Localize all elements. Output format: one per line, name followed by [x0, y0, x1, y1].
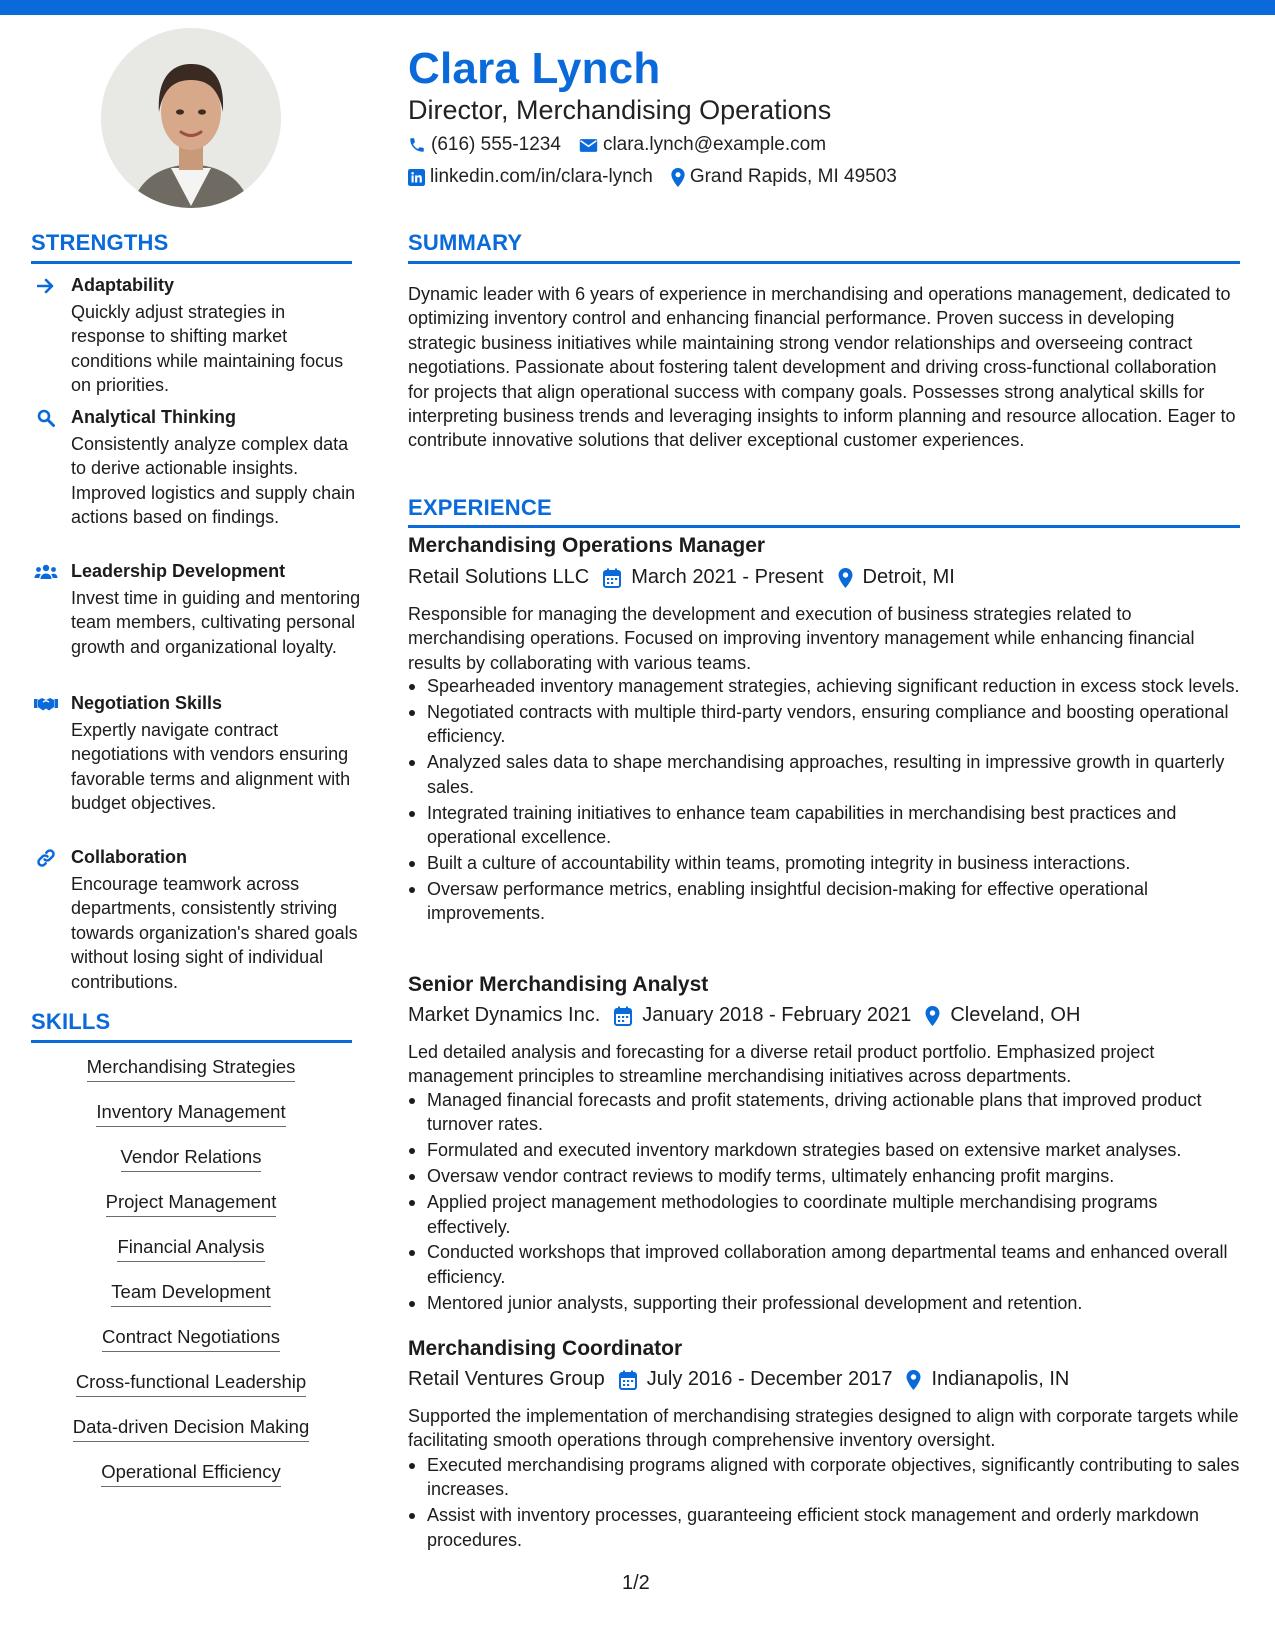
- calendar-icon: [614, 1006, 632, 1026]
- calendar-icon: [603, 568, 621, 588]
- handshake-icon: [34, 693, 58, 715]
- strength-title: Negotiation Skills: [71, 693, 223, 713]
- list-item: Executed merchandising programs aligned with corporate objectives, significantly contributing to sales increases.: [408, 1453, 1240, 1502]
- strength-description: Quickly adjust strategies in response to shifting market conditions while maintaining focus on priorities.: [71, 302, 344, 396]
- skill-item: Vendor Relations: [31, 1146, 351, 1191]
- job-location: Cleveland, OH: [950, 1004, 1081, 1026]
- company-name: Retail Ventures Group: [408, 1368, 605, 1390]
- list-item: Oversaw vendor contract reviews to modify terms, ultimately enhancing profit margins.: [408, 1164, 1240, 1188]
- skill-item: Inventory Management: [31, 1101, 351, 1146]
- list-item: Integrated training initiatives to enhance team capabilities in merchandising best practices and operational excellence.: [408, 801, 1240, 850]
- page-number: 1/2: [622, 1572, 650, 1594]
- job-title: Senior Merchandising Analyst: [408, 973, 709, 996]
- profile-photo: [101, 28, 281, 208]
- job-location: Detroit, MI: [862, 566, 955, 588]
- candidate-headline: Director, Merchandising Operations: [408, 95, 832, 125]
- summary-heading: SUMMARY: [408, 230, 523, 255]
- job-dates: March 2021 - Present: [631, 566, 824, 588]
- search-icon: [34, 407, 58, 429]
- summary-text: Dynamic leader with 6 years of experience in merchandising and operations management, dedicated to optimizing inventory control and enhancing financial performance. Proven success in developing strategic business initiatives while maintaining strong vendor relationships and overseeing contract negotiations. Passionate about fostering talent development and driving cross-functional collaboration for projects that align operational success with company goals. Possesses strong analytical skills for interpreting business trends and leveraging insights to inform planning and resource allocation. Eager to contribute innovative solutions that deliver exceptional customer experiences.: [408, 284, 1236, 451]
- phone-icon: [408, 136, 426, 154]
- job-meta: [408, 1004, 1094, 1027]
- list-item: Applied project management methodologies to coordinate multiple merchandising programs effectively.: [408, 1190, 1240, 1239]
- skill-item: Operational Efficiency: [31, 1461, 351, 1506]
- list-item: Assist with inventory processes, guaranteeing efficient stock management and orderly markdown procedures.: [408, 1503, 1240, 1552]
- job-description: Supported the implementation of merchandising strategies designed to align with corporate targets while facilitating smooth operations through comprehensive inventory oversight.: [408, 1406, 1239, 1451]
- job-dates: January 2018 - February 2021: [642, 1004, 912, 1026]
- skills-divider: [31, 1040, 352, 1043]
- location-text: Grand Rapids, MI 49503: [689, 166, 897, 187]
- skills-list: [31, 1056, 351, 1506]
- strength-title: Analytical Thinking: [71, 407, 237, 427]
- list-item: Spearheaded inventory management strategies, achieving significant reduction in excess stock levels.: [408, 674, 1240, 698]
- contact-row-1: [408, 134, 844, 156]
- job-meta: [408, 1368, 1083, 1391]
- strength-title: Leadership Development: [71, 561, 286, 581]
- job-meta: [408, 566, 969, 589]
- linkedin-contact[interactable]: [408, 166, 653, 188]
- company-name: Retail Solutions LLC: [408, 566, 590, 588]
- skills-heading: SKILLS: [31, 1009, 111, 1034]
- strengths-divider: [31, 261, 352, 264]
- job-bullets: [408, 1453, 1240, 1554]
- linkedin-text: linkedin.com/in/clara-lynch: [430, 166, 653, 187]
- job-title: Merchandising Operations Manager: [408, 534, 766, 557]
- skill-item: Data-driven Decision Making: [31, 1416, 351, 1461]
- list-item: Analyzed sales data to shape merchandising approaches, resulting in impressive growth in quarterly sales.: [408, 750, 1240, 799]
- job-description: Responsible for managing the development and execution of business strategies related to merchandising operations. Focused on improving inventory management while enhancing financial results by collaborating with various teams.: [408, 604, 1195, 673]
- skill-item: Team Development: [31, 1281, 351, 1326]
- list-item: Formulated and executed inventory markdown strategies based on extensive market analyses.: [408, 1138, 1240, 1162]
- strength-title: Adaptability: [71, 275, 175, 295]
- job-bullets: [408, 674, 1240, 927]
- email-text: clara.lynch@example.com: [602, 134, 827, 155]
- candidate-name: Clara Lynch: [408, 44, 661, 93]
- strength-description: Encourage teamwork across departments, consistently striving towards organization's shared goals without losing sight of individual contributions.: [71, 874, 358, 992]
- job-title: Merchandising Coordinator: [408, 1337, 683, 1360]
- list-item: Managed financial forecasts and profit statements, driving actionable plans that improved product turnover rates.: [408, 1088, 1240, 1137]
- skill-item: Merchandising Strategies: [31, 1056, 351, 1101]
- map-pin-icon: [906, 1370, 921, 1390]
- list-item: Oversaw performance metrics, enabling insightful decision-making for effective operational improvements.: [408, 877, 1240, 926]
- phone-text: (616) 555-1234: [431, 134, 561, 155]
- skill-item: Cross-functional Leadership: [31, 1371, 351, 1416]
- users-icon: [34, 561, 58, 583]
- arrow-right-icon: [34, 275, 58, 297]
- experience-divider: [408, 525, 1240, 528]
- map-pin-icon: [925, 1006, 940, 1026]
- job-bullets: [408, 1088, 1240, 1317]
- list-item: Conducted workshops that improved collaboration among departmental teams and enhanced overall efficiency.: [408, 1240, 1240, 1289]
- strength-description: Invest time in guiding and mentoring team members, cultivating personal growth and organizational loyalty.: [71, 588, 361, 657]
- envelope-icon: [579, 138, 598, 153]
- strength-description: Consistently analyze complex data to derive actionable insights. Improved logistics and supply chain actions based on findings.: [71, 434, 356, 528]
- email-contact[interactable]: [579, 134, 826, 156]
- job-dates: July 2016 - December 2017: [646, 1368, 893, 1390]
- job-description: Led detailed analysis and forecasting for a diverse retail product portfolio. Emphasized project management principles to streamline merchandising initiatives across departments.: [408, 1042, 1155, 1087]
- top-accent-bar: [0, 0, 1275, 15]
- experience-heading: EXPERIENCE: [408, 495, 552, 520]
- strength-description: Expertly navigate contract negotiations with vendors ensuring favorable terms and alignment with budget objectives.: [71, 720, 351, 814]
- list-item: Negotiated contracts with multiple third-party vendors, ensuring compliance and boosting operational efficiency.: [408, 700, 1240, 749]
- skill-item: Financial Analysis: [31, 1236, 351, 1281]
- list-item: Mentored junior analysts, supporting their professional development and retention.: [408, 1291, 1240, 1315]
- map-pin-icon: [671, 168, 685, 187]
- location-contact: [671, 166, 897, 188]
- strengths-heading: STRENGTHS: [31, 230, 169, 255]
- company-name: Market Dynamics Inc.: [408, 1004, 601, 1026]
- summary-divider: [408, 261, 1240, 264]
- phone-contact[interactable]: [408, 134, 561, 156]
- link-icon: [34, 847, 58, 869]
- map-pin-icon: [838, 568, 853, 588]
- skill-item: Contract Negotiations: [31, 1326, 351, 1371]
- job-location: Indianapolis, IN: [931, 1368, 1070, 1390]
- calendar-icon: [619, 1370, 637, 1390]
- list-item: Built a culture of accountability within teams, promoting integrity in business interactions.: [408, 851, 1240, 875]
- contact-row-2: [408, 166, 915, 188]
- strength-title: Collaboration: [71, 847, 187, 867]
- skill-item: Project Management: [31, 1191, 351, 1236]
- linkedin-icon: [408, 169, 425, 186]
